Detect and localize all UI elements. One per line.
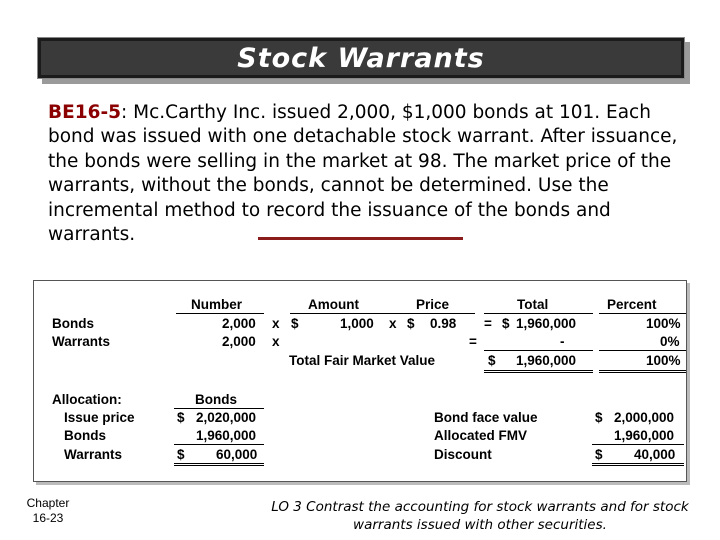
allocation-item-label: Bonds [64,428,106,443]
dollar-sign: $ [407,316,415,331]
discount-item-value: 40,000 [634,447,676,462]
header-rule [484,313,593,314]
total-rule [484,370,593,371]
sum-rule [174,444,264,445]
dollar-sign: $ [595,410,603,425]
header-rule [403,313,475,314]
calculation-table [33,280,687,482]
header-rule [599,313,686,314]
header-rule [290,313,408,314]
dollar-sign: $ [595,447,603,462]
chapter-page: 16-23 [32,511,64,525]
times-sign: x [272,334,280,349]
sum-rule [484,350,593,351]
total-rule [174,463,264,464]
row-price: 0.98 [430,316,457,331]
row-total: - [560,334,565,349]
total-rule [174,465,264,466]
discount-item-label: Discount [434,447,492,462]
header-rule [176,313,264,314]
row-percent: 0% [660,334,680,349]
chapter-text: Chapter [26,496,70,510]
learning-objective: LO 3 Contrast the accounting for stock warrants and for stock warrants issued with other securities. [271,499,689,533]
sum-rule [599,350,686,351]
discount-item-label: Bond face value [434,410,538,425]
sum-rule [592,444,684,445]
row-number: 2,000 [222,334,256,349]
total-rule [592,465,684,466]
allocation-item-value: 60,000 [216,447,258,462]
equals-sign: = [469,334,477,349]
fmv-total: 1,960,000 [516,353,577,368]
times-sign: x [389,316,397,331]
fmv-percent: 100% [646,353,681,368]
total-rule [484,372,593,373]
row-total: 1,960,000 [516,316,577,331]
allocation-item-value: 1,960,000 [196,428,257,443]
row-label: Bonds [52,316,94,331]
allocation-label: Allocation: [52,392,122,407]
dollar-sign: $ [177,447,185,462]
total-rule [592,463,684,464]
equals-sign: = [484,316,492,331]
discount-item-value: 2,000,000 [614,410,675,425]
row-label: Warrants [52,334,111,349]
allocation-item-value: 2,020,000 [196,410,257,425]
header-price: Price [416,297,450,312]
total-rule [599,372,686,373]
emphasis-underline [258,237,463,240]
fmv-label: Total Fair Market Value [289,353,436,368]
dollar-sign: $ [488,353,496,368]
allocation-header-rule [174,408,264,409]
dollar-sign: $ [291,316,299,331]
header-number: Number [191,297,243,312]
allocation-item-label: Issue price [64,410,135,425]
problem-text: : Mc.Carthy Inc. issued 2,000, $1,000 bonds at 101. Each bond was issued with one detachable stock warrant. After issuance, the bonds were selling in the market at 98. The market price of the warrants, without the bonds, cannot be determined. Use the incremental method to record the issuance of the bonds and warrants. [48,102,678,246]
page-title: Stock Warrants [237,42,485,74]
discount-item-label: Allocated FMV [434,428,528,443]
row-percent: 100% [646,316,681,331]
dollar-sign: $ [177,410,185,425]
row-amount: 1,000 [340,316,374,331]
row-number: 2,000 [222,316,256,331]
header-percent: Percent [607,297,657,312]
title-banner [37,37,685,79]
chapter-label [18,496,78,526]
dollar-sign: $ [502,316,510,331]
times-sign: x [272,316,280,331]
problem-statement [48,101,698,247]
allocation-item-label: Warrants [64,447,123,462]
header-total: Total [517,297,549,312]
discount-item-value: 1,960,000 [614,428,675,443]
total-rule [599,370,686,371]
allocation-header: Bonds [195,392,237,407]
header-amount: Amount [308,297,359,312]
problem-code: BE16-5 [48,102,122,123]
